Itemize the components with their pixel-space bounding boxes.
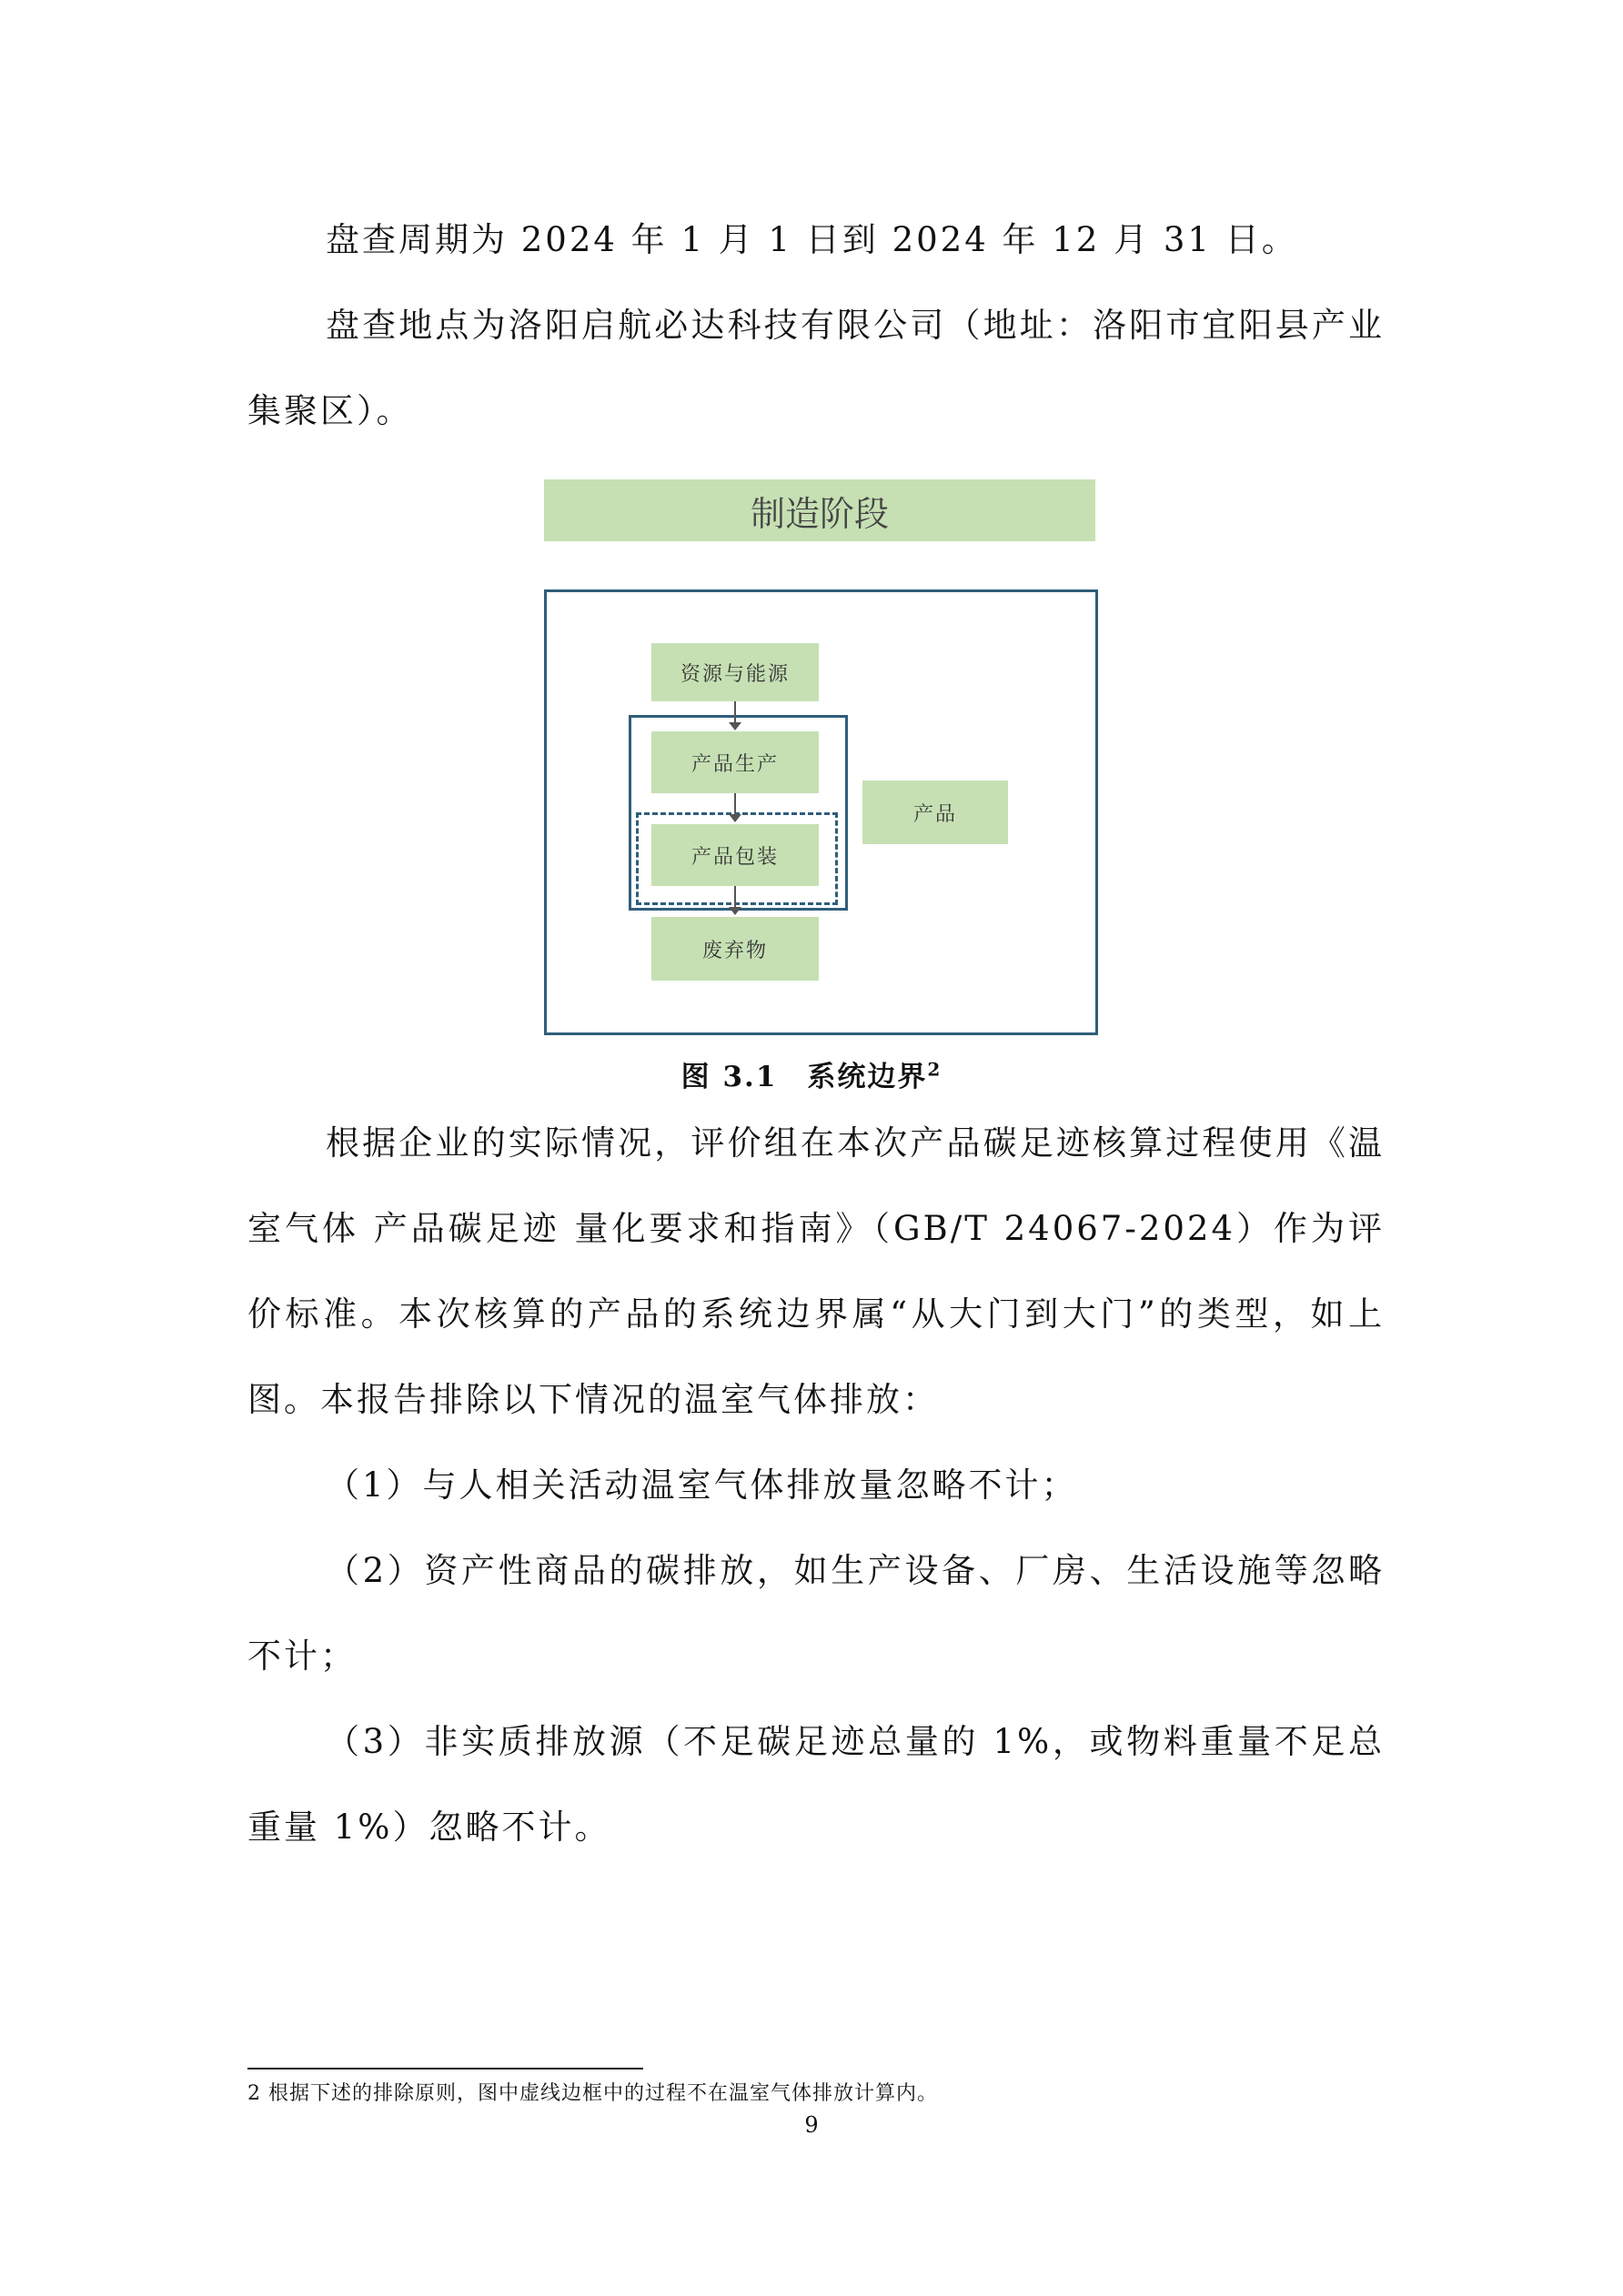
footnote-text: 2 根据下述的排除原则，图中虚线边框中的过程不在温室气体排放计算内。	[247, 2082, 938, 2105]
page-number: 9	[804, 2112, 819, 2138]
figure-caption	[0, 1053, 1623, 1094]
figure-caption-label: 图 3.1 系统边界	[680, 1061, 928, 1093]
exclusion-item-1: （1）与人相关活动温室气体排放量忽略不计；	[326, 1465, 1078, 1505]
node-waste: 废弃物	[651, 917, 819, 981]
node-production: 产品生产	[651, 731, 819, 793]
arrow-down-icon	[734, 701, 736, 729]
arrow-down-icon	[734, 886, 736, 913]
stage-title-banner: 制造阶段	[544, 479, 1095, 541]
node-product: 产品	[862, 780, 1008, 844]
arrow-down-icon	[734, 793, 736, 821]
footnote-divider	[247, 2068, 643, 2069]
exclusion-item-3: （3）非实质排放源（不足碳足迹总量的 1%，或物料重量不足总重量 1%）忽略不计。	[247, 1722, 1385, 1847]
inventory-location-paragraph: 盘查地点为洛阳启航必达科技有限公司（地址：洛阳市宜阳县产业集聚区）。	[247, 306, 1385, 430]
inventory-period-paragraph: 盘查周期为 2024 年 1 月 1 日到 2024 年 12 月 31 日。	[326, 220, 1298, 259]
node-resources-energy: 资源与能源	[651, 643, 819, 701]
node-packaging: 产品包装	[651, 824, 819, 886]
standard-description-paragraph: 根据企业的实际情况，评价组在本次产品碳足迹核算过程使用《温室气体 产品碳足迹 量化要求和指南》（GB/T 24067-2024）作为评价标准。本次核算的产品的系统边界属“从大门到大门”的类型，如上图。本报告排除以下情况的温室气体排放：	[247, 1123, 1385, 1419]
footnote-reference: 2	[927, 1058, 943, 1081]
exclusion-item-2: （2）资产性商品的碳排放，如生产设备、厂房、生活设施等忽略不计；	[247, 1551, 1385, 1676]
